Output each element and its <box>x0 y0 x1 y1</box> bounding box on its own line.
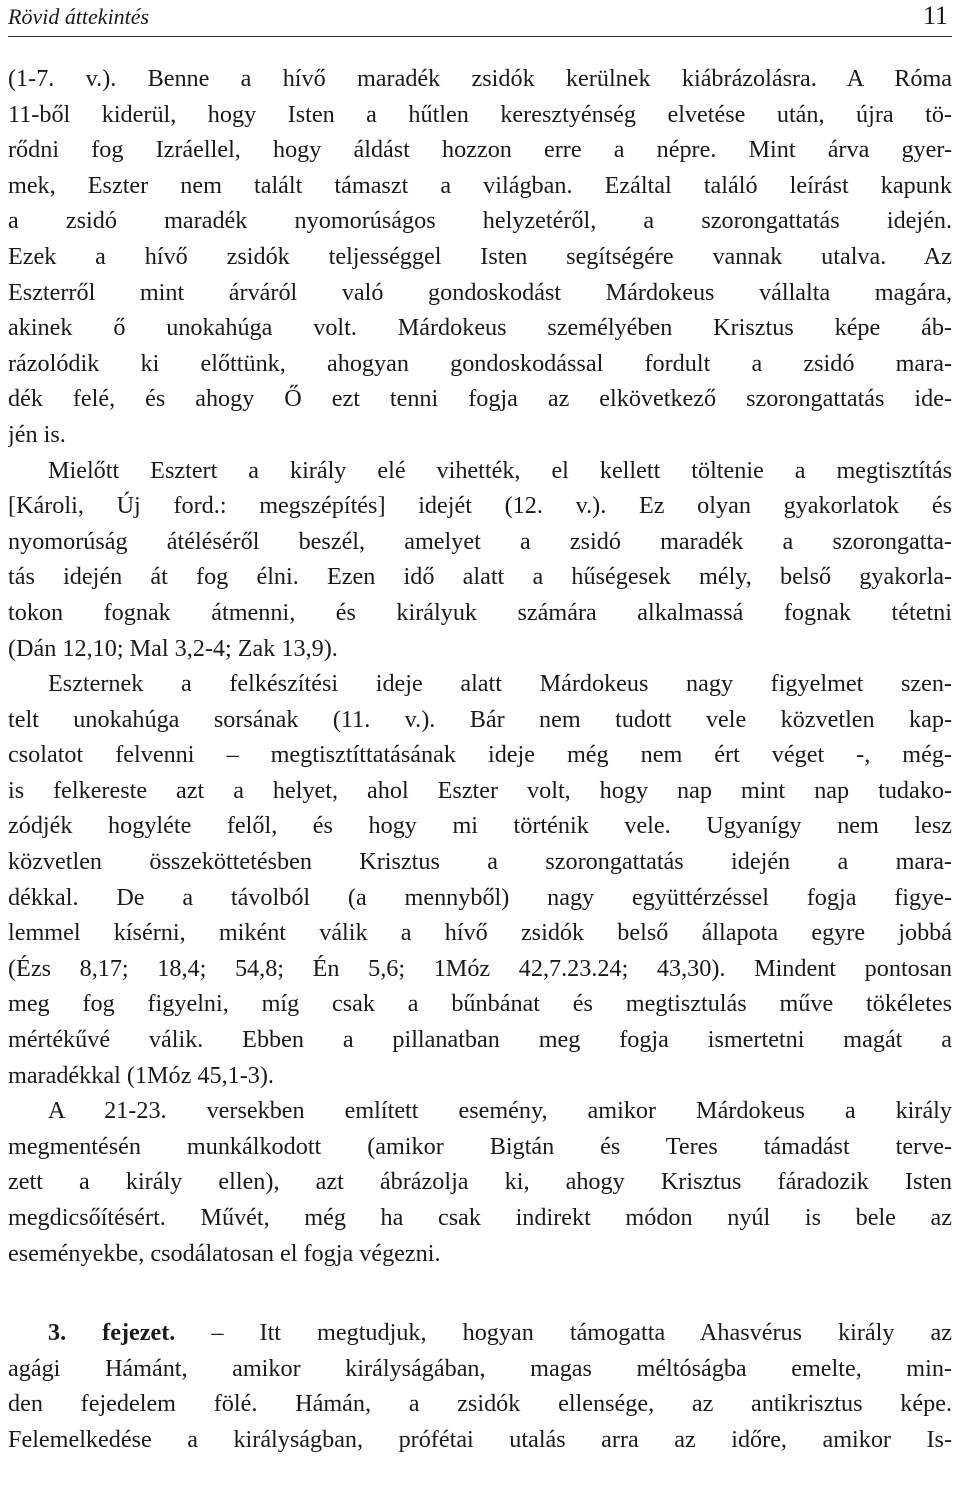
chapter-first-line <box>8 1315 952 1351</box>
text-line: megmentésén munkálkodott (amikor Bigtán és Teres támadást terve- <box>8 1132 952 1160</box>
text-line: lemmel kísérni, miként válik a hívő zsidók belső állapota egyre jobbá <box>8 919 952 947</box>
chapter-text-line: agági Hámánt, amikor királyságában, magas méltóságba emelte, min- <box>8 1354 952 1382</box>
text-line: dék felé, és ahogy Ő ezt tenni fogja az elkövetkező szorongattatás ide- <box>8 385 952 413</box>
text-line: a zsidó maradék nyomorúságos helyzetéről, a szorongattatás idején. <box>8 207 952 235</box>
chapter-section <box>8 1315 952 1457</box>
text-line: maradékkal (1Móz 45,1-3). <box>8 1061 274 1089</box>
text-line: rázolódik ki előttünk, ahogyan gondoskodással fordult a zsidó mara- <box>8 349 952 377</box>
page-body <box>8 61 952 1458</box>
text-line: (Dán 12,10; Mal 3,2-4; Zak 13,9). <box>8 634 338 662</box>
text-line: rődni fog Izráellel, hogy áldást hozzon erre a népre. Mint árva gyer- <box>8 136 952 164</box>
text-line: (Ézs 8,17; 18,4; 54,8; Én 5,6; 1Móz 42,7.23.24; 43,30). Mindent pontosan <box>8 954 952 982</box>
text-line: A 21-23. versekben említett esemény, amikor Márdokeus a király <box>48 1097 952 1125</box>
text-line: megdicsőítésért. Művét, még ha csak indirekt módon nyúl is bele az <box>8 1204 952 1231</box>
text-line: Eszterről mint árváról való gondoskodást Márdokeus vállalta magára, <box>8 278 952 306</box>
text-line: [Károli, Új ford.: megszépítés] idejét (12. v.). Ez olyan gyakorlatok és <box>8 492 952 520</box>
text-line: telt unokahúga sorsának (11. v.). Bár nem tudott vele közvetlen kap- <box>8 705 952 733</box>
text-line: meg fog figyelni, míg csak a bűnbánat és megtisztulás műve tökéletes <box>8 990 952 1018</box>
text-line: Mielőtt Esztert a király elé vihették, el kellett töltenie a megtisztítás <box>48 456 952 484</box>
text-line: is felkereste azt a helyet, ahol Eszter volt, hogy nap mint nap tudako- <box>8 776 952 804</box>
text-line: tokon fognak átmenni, és királyuk számára alkalmassá fognak tétetni <box>8 598 952 626</box>
text-line: Eszternek a felkészítési ideje alatt Márdokeus nagy figyelmet szen- <box>48 670 952 698</box>
page-number: 11 <box>922 1 948 30</box>
text-line: dékkal. De a távolból (a mennyből) nagy együttérzéssel fogja figye- <box>8 883 952 911</box>
text-line: mértékűvé válik. Ebben a pillanatban meg fogja ismertetni magát a <box>8 1026 952 1054</box>
text-line: mek, Eszter nem talált támaszt a világban. Ezáltal találó leírást kapunk <box>8 171 952 199</box>
text-line: közvetlen összeköttetésben Krisztus a szorongattatás idején a mara- <box>8 848 952 876</box>
running-header <box>8 0 952 37</box>
chapter-heading: 3. fejezet. <box>48 1319 176 1347</box>
text-line: zett a király ellen), azt ábrázolja ki, ahogy Krisztus fáradozik Isten <box>8 1168 952 1196</box>
text-line: zódjék hogyléte felől, és hogy mi történik vele. Ugyanígy nem lesz <box>8 812 952 840</box>
text-line: tás idején át fog élni. Ezen idő alatt a hűségesek mély, belső gyakorla- <box>8 563 952 591</box>
chapter-text-line: Felemelkedése a királyságban, prófétai utalás arra az időre, amikor Is- <box>8 1425 952 1453</box>
text-line: akinek ő unokahúga volt. Márdokeus személyében Krisztus képe áb- <box>8 314 952 342</box>
text-line: jén is. <box>8 420 66 448</box>
text-line: csolatot felvenni – megtisztíttatásának ideje még nem ért véget -, még- <box>8 741 952 769</box>
text-line: nyomorúság átéléséről beszél, amelyet a zsidó maradék a szorongatta- <box>8 527 952 555</box>
section-gap <box>8 1271 952 1315</box>
chapter-text-line: den fejedelem fölé. Hámán, a zsidók ellensége, az antikrisztus képe. <box>8 1390 952 1418</box>
text-line: Ezek a hívő zsidók teljességgel Isten segítségére vannak utalva. Az <box>8 242 952 270</box>
main-text <box>8 61 952 1271</box>
running-title: Rövid áttekintés <box>8 4 150 29</box>
text-line: eseményekbe, csodálatosan el fogja végezni. <box>8 1239 441 1267</box>
chapter-first-line-text: – Itt megtudjuk, hogyan támogatta Ahasvérus király az <box>175 1319 952 1347</box>
text-line: (1-7. v.). Benne a hívő maradék zsidók kerülnek kiábrázolásra. A Róma <box>8 65 952 92</box>
text-line: 11-ből kiderül, hogy Isten a hűtlen keresztyénség elvetése után, újra tö- <box>8 100 952 128</box>
